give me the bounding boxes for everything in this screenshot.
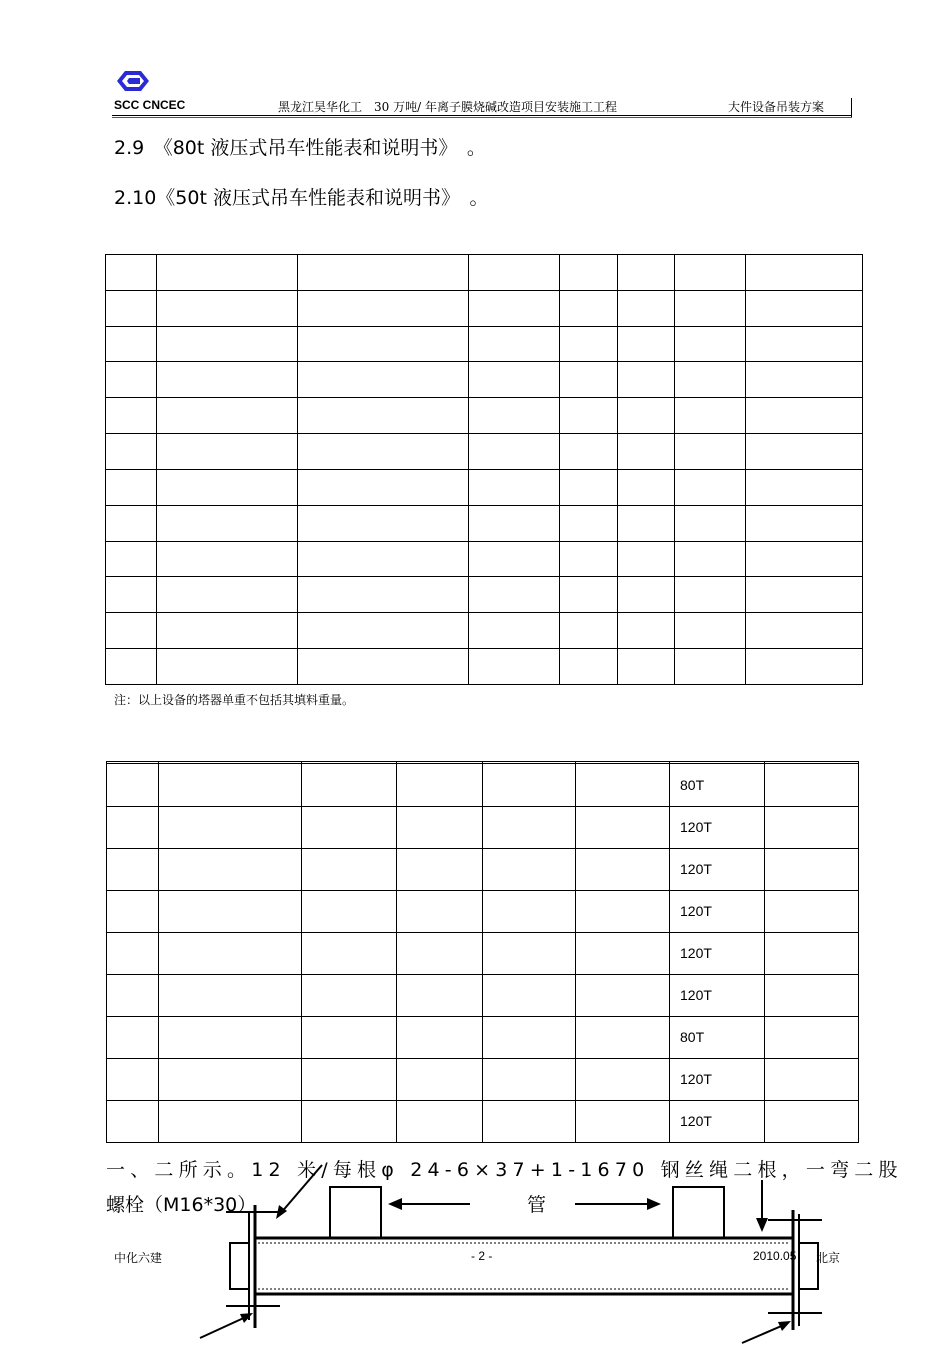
table-cell	[469, 362, 560, 398]
table-cell: 120T	[670, 1058, 765, 1100]
table-cell	[746, 362, 863, 398]
table-cell	[106, 577, 157, 613]
table-cell	[618, 577, 675, 613]
table-cell	[159, 1100, 302, 1142]
table-cell	[765, 1058, 859, 1100]
table-cell	[397, 806, 483, 848]
table-cell	[469, 326, 560, 362]
table-row	[106, 326, 863, 362]
table-cell	[107, 974, 159, 1016]
table-cell	[159, 974, 302, 1016]
table-cell	[107, 1100, 159, 1142]
reference-item-2-10: 2.10《50t 液压式吊车性能表和说明书》 。	[114, 187, 489, 209]
table-row	[106, 398, 863, 434]
table-cell	[576, 1016, 670, 1058]
table-cell	[298, 434, 469, 470]
table-cell	[765, 974, 859, 1016]
table-cell	[298, 326, 469, 362]
crane-assignment-table	[106, 761, 859, 1143]
left-arrow-head	[388, 1198, 402, 1210]
bottom-right-leader	[742, 1324, 786, 1343]
table-cell: 80T	[670, 764, 765, 806]
table-cell	[298, 613, 469, 649]
table-cell	[675, 541, 746, 577]
table-cell	[397, 1058, 483, 1100]
table-cell	[106, 434, 157, 470]
table-cell	[675, 434, 746, 470]
table-cell	[397, 974, 483, 1016]
table-cell	[560, 649, 618, 685]
table-cell	[298, 541, 469, 577]
table-cell	[397, 890, 483, 932]
header-rule	[112, 115, 852, 116]
table-cell	[469, 255, 560, 291]
table-cell	[483, 806, 576, 848]
table-row	[106, 613, 863, 649]
table-cell	[106, 326, 157, 362]
table-cell	[298, 649, 469, 685]
table-cell	[746, 290, 863, 326]
table-cell	[106, 649, 157, 685]
table-cell	[576, 1100, 670, 1142]
table-cell	[618, 290, 675, 326]
table-cell	[576, 1058, 670, 1100]
table-cell	[560, 613, 618, 649]
table-cell	[746, 541, 863, 577]
table-cell	[746, 326, 863, 362]
footer-date: 2010.05	[753, 1249, 797, 1263]
table-cell: 120T	[670, 1100, 765, 1142]
table-cell	[675, 398, 746, 434]
table-row	[106, 362, 863, 398]
page-number: - 2 -	[471, 1249, 493, 1263]
table-cell	[618, 649, 675, 685]
table-cell	[157, 290, 298, 326]
table-cell	[765, 932, 859, 974]
table-cell	[159, 764, 302, 806]
table-cell	[298, 577, 469, 613]
pipe-label: 管	[527, 1194, 547, 1216]
table-cell: 80T	[670, 1016, 765, 1058]
table-cell	[618, 362, 675, 398]
table-cell	[469, 541, 560, 577]
table-cell	[765, 806, 859, 848]
table-row	[107, 1100, 859, 1142]
table-row	[106, 541, 863, 577]
table-cell	[618, 434, 675, 470]
table-cell	[560, 469, 618, 505]
table-cell	[302, 1016, 397, 1058]
table-row	[106, 434, 863, 470]
right-nozzle	[673, 1187, 724, 1238]
table-cell	[618, 613, 675, 649]
table-row	[106, 649, 863, 685]
table-cell	[560, 541, 618, 577]
table-cell	[298, 505, 469, 541]
table-cell	[159, 806, 302, 848]
table-cell	[576, 974, 670, 1016]
table-cell	[107, 1058, 159, 1100]
table-cell	[618, 398, 675, 434]
reference-item-2-9: 2.9 《80t 液压式吊车性能表和说明书》 。	[114, 137, 486, 159]
table-cell	[483, 848, 576, 890]
table-row	[107, 890, 859, 932]
table-cell	[560, 434, 618, 470]
table-cell	[298, 255, 469, 291]
bottom-left-leader	[200, 1316, 248, 1338]
table-cell	[576, 890, 670, 932]
table-cell	[106, 398, 157, 434]
table-cell	[397, 1016, 483, 1058]
table-cell	[302, 974, 397, 1016]
table-cell	[157, 398, 298, 434]
footer-company: 中化六建	[114, 1251, 163, 1265]
table-cell	[746, 577, 863, 613]
table-row	[106, 290, 863, 326]
table-cell	[483, 1058, 576, 1100]
table-cell	[483, 974, 576, 1016]
table-cell	[560, 398, 618, 434]
table-row	[106, 505, 863, 541]
table-cell	[483, 932, 576, 974]
table-cell: 120T	[670, 932, 765, 974]
body-paragraph-line-1: 一、二所示。12 米/每根φ 24-6×37+1-1670 钢丝绳二根，一弯二股	[106, 1159, 903, 1181]
table-cell	[765, 1016, 859, 1058]
table-cell	[107, 932, 159, 974]
table-cell	[469, 434, 560, 470]
table-cell	[576, 764, 670, 806]
table-cell	[560, 290, 618, 326]
table-cell	[107, 1016, 159, 1058]
table-cell	[298, 469, 469, 505]
table-cell	[159, 1016, 302, 1058]
table-cell: 120T	[670, 890, 765, 932]
table-cell	[675, 505, 746, 541]
table-cell	[302, 1058, 397, 1100]
project-name: 黑龙江昊华化工 30 万吨/ 年离子膜烧碱改造项目安装施工工程	[278, 100, 617, 114]
table-cell	[469, 613, 560, 649]
table-cell	[618, 326, 675, 362]
table-cell	[159, 890, 302, 932]
table-cell	[107, 848, 159, 890]
table-cell	[746, 469, 863, 505]
table-cell	[560, 326, 618, 362]
table-row	[106, 577, 863, 613]
table-cell	[675, 290, 746, 326]
table-cell	[298, 290, 469, 326]
table-cell	[576, 806, 670, 848]
table-cell	[618, 469, 675, 505]
company-name: SCC CNCEC	[114, 98, 186, 112]
table-cell	[106, 290, 157, 326]
table-cell	[746, 434, 863, 470]
table-cell	[107, 890, 159, 932]
table-cell	[302, 764, 397, 806]
table-cell	[159, 1058, 302, 1100]
table-cell	[106, 505, 157, 541]
cncec-logo-icon	[116, 70, 150, 92]
table-cell	[157, 541, 298, 577]
table-cell	[560, 505, 618, 541]
right-arrow-head	[647, 1198, 661, 1210]
table-cell	[483, 890, 576, 932]
table-cell	[106, 255, 157, 291]
table-row	[107, 848, 859, 890]
body-paragraph-line-2: 螺栓（M16*30）	[106, 1194, 257, 1216]
table-cell	[560, 255, 618, 291]
table-cell	[560, 362, 618, 398]
table-cell	[560, 577, 618, 613]
table-cell	[106, 469, 157, 505]
table-cell	[576, 932, 670, 974]
header-rule-secondary	[112, 117, 852, 118]
table-cell	[469, 577, 560, 613]
table-cell	[157, 613, 298, 649]
table-cell	[765, 764, 859, 806]
table-cell	[765, 1100, 859, 1142]
table-cell	[157, 649, 298, 685]
table-cell	[675, 613, 746, 649]
table-cell	[483, 764, 576, 806]
table-cell	[675, 469, 746, 505]
table-cell	[298, 362, 469, 398]
table-cell	[397, 1100, 483, 1142]
table-cell	[483, 1100, 576, 1142]
table-cell	[157, 255, 298, 291]
left-end-cap	[230, 1243, 249, 1289]
table-row	[106, 255, 863, 291]
left-nozzle	[330, 1187, 381, 1238]
table-row	[107, 806, 859, 848]
table-cell	[157, 434, 298, 470]
table-cell	[675, 649, 746, 685]
table-cell	[107, 806, 159, 848]
table-row	[107, 932, 859, 974]
table-cell	[469, 290, 560, 326]
table-cell	[302, 932, 397, 974]
table-row	[107, 764, 859, 806]
table-cell	[106, 613, 157, 649]
table-cell	[746, 398, 863, 434]
table-cell	[106, 541, 157, 577]
table-cell	[159, 932, 302, 974]
table-cell	[469, 649, 560, 685]
footer-city: 北京	[816, 1251, 841, 1265]
table-cell	[157, 326, 298, 362]
table-cell	[302, 1100, 397, 1142]
table-cell	[483, 1016, 576, 1058]
table-row	[107, 974, 859, 1016]
table-cell	[618, 541, 675, 577]
equipment-table	[105, 254, 863, 685]
table-cell	[675, 362, 746, 398]
table-cell	[765, 848, 859, 890]
table-cell	[159, 848, 302, 890]
document-title: 大件设备吊装方案	[728, 100, 825, 114]
table-cell	[107, 764, 159, 806]
table-cell: 120T	[670, 974, 765, 1016]
table-cell	[302, 806, 397, 848]
table-cell	[106, 362, 157, 398]
table-cell	[469, 469, 560, 505]
table-row	[107, 1058, 859, 1100]
table-cell	[746, 649, 863, 685]
table-cell	[298, 398, 469, 434]
table-cell	[746, 613, 863, 649]
table-note: 注：以上设备的塔器单重不包括其填料重量。	[114, 693, 355, 707]
table-row	[107, 1016, 859, 1058]
table-cell	[469, 398, 560, 434]
table-cell	[302, 848, 397, 890]
table-cell	[675, 326, 746, 362]
table-cell	[675, 255, 746, 291]
table-cell	[397, 932, 483, 974]
table-cell	[157, 505, 298, 541]
table-cell	[675, 577, 746, 613]
table-cell	[157, 469, 298, 505]
table-cell: 120T	[670, 806, 765, 848]
table-cell	[397, 764, 483, 806]
table-cell	[746, 255, 863, 291]
table-row	[106, 469, 863, 505]
table-cell	[576, 848, 670, 890]
header-rule-tick	[851, 98, 852, 117]
table-cell: 120T	[670, 848, 765, 890]
table-cell	[397, 848, 483, 890]
table-cell	[157, 362, 298, 398]
table-cell	[765, 890, 859, 932]
table-cell	[618, 255, 675, 291]
table-cell	[469, 505, 560, 541]
table-cell	[746, 505, 863, 541]
table-cell	[302, 890, 397, 932]
table-cell	[157, 577, 298, 613]
table-cell	[618, 505, 675, 541]
